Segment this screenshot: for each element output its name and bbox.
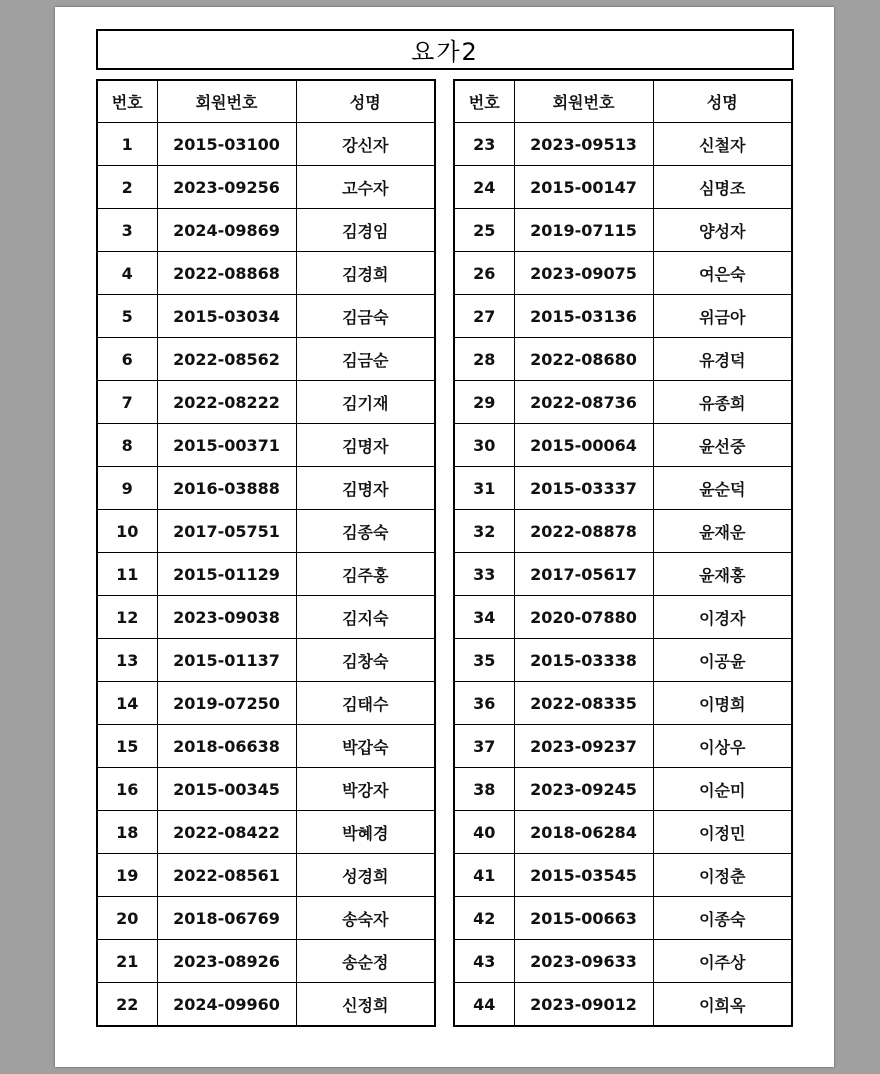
cell-member-id: 2015-00064 xyxy=(514,424,653,467)
cell-member-id: 2022-08736 xyxy=(514,381,653,424)
table-row xyxy=(97,381,435,424)
cell-name: 김지숙 xyxy=(296,596,435,639)
table-row xyxy=(97,768,435,811)
cell-name: 이주상 xyxy=(653,940,792,983)
cell-name: 김경희 xyxy=(296,252,435,295)
cell-member-id: 2023-09256 xyxy=(157,166,296,209)
cell-name: 양성자 xyxy=(653,209,792,252)
cell-name: 박강자 xyxy=(296,768,435,811)
cell-name: 이순미 xyxy=(653,768,792,811)
cell-no: 36 xyxy=(454,682,514,725)
cell-no: 24 xyxy=(454,166,514,209)
cell-member-id: 2015-03545 xyxy=(514,854,653,897)
cell-member-id: 2023-08926 xyxy=(157,940,296,983)
cell-no: 41 xyxy=(454,854,514,897)
table-row xyxy=(97,596,435,639)
table-row xyxy=(454,553,792,596)
cell-member-id: 2023-09513 xyxy=(514,123,653,166)
cell-no: 19 xyxy=(97,854,157,897)
table-row xyxy=(454,338,792,381)
table-row xyxy=(454,209,792,252)
cell-no: 1 xyxy=(97,123,157,166)
table-row xyxy=(454,768,792,811)
table-row xyxy=(97,639,435,682)
cell-no: 38 xyxy=(454,768,514,811)
cell-member-id: 2022-08680 xyxy=(514,338,653,381)
cell-no: 10 xyxy=(97,510,157,553)
cell-name: 위금아 xyxy=(653,295,792,338)
cell-no: 8 xyxy=(97,424,157,467)
cell-no: 30 xyxy=(454,424,514,467)
cell-name: 박혜경 xyxy=(296,811,435,854)
cell-name: 이희옥 xyxy=(653,983,792,1027)
cell-name: 신정희 xyxy=(296,983,435,1027)
cell-member-id: 2019-07115 xyxy=(514,209,653,252)
cell-member-id: 2022-08561 xyxy=(157,854,296,897)
cell-no: 13 xyxy=(97,639,157,682)
cell-member-id: 2022-08335 xyxy=(514,682,653,725)
cell-member-id: 2022-08878 xyxy=(514,510,653,553)
cell-member-id: 2018-06638 xyxy=(157,725,296,768)
header-name: 성명 xyxy=(296,80,435,123)
cell-no: 40 xyxy=(454,811,514,854)
cell-member-id: 2020-07880 xyxy=(514,596,653,639)
cell-name: 이종숙 xyxy=(653,897,792,940)
table-row xyxy=(97,682,435,725)
table-row xyxy=(454,381,792,424)
cell-no: 35 xyxy=(454,639,514,682)
cell-no: 37 xyxy=(454,725,514,768)
table-row xyxy=(454,424,792,467)
table-row xyxy=(97,209,435,252)
cell-no: 20 xyxy=(97,897,157,940)
cell-member-id: 2015-00663 xyxy=(514,897,653,940)
cell-name: 윤선중 xyxy=(653,424,792,467)
cell-no: 3 xyxy=(97,209,157,252)
cell-name: 성경희 xyxy=(296,854,435,897)
cell-no: 44 xyxy=(454,983,514,1027)
cell-name: 김경임 xyxy=(296,209,435,252)
cell-name: 윤재홍 xyxy=(653,553,792,596)
header-no: 번호 xyxy=(97,80,157,123)
table-row xyxy=(454,854,792,897)
cell-no: 22 xyxy=(97,983,157,1027)
table-row xyxy=(97,940,435,983)
cell-no: 31 xyxy=(454,467,514,510)
cell-name: 김명자 xyxy=(296,467,435,510)
cell-member-id: 2015-03100 xyxy=(157,123,296,166)
table-row xyxy=(454,166,792,209)
table-row xyxy=(97,166,435,209)
cell-no: 15 xyxy=(97,725,157,768)
cell-name: 이상우 xyxy=(653,725,792,768)
cell-member-id: 2015-03136 xyxy=(514,295,653,338)
cell-name: 이명희 xyxy=(653,682,792,725)
cell-member-id: 2023-09075 xyxy=(514,252,653,295)
cell-member-id: 2015-00345 xyxy=(157,768,296,811)
cell-member-id: 2022-08562 xyxy=(157,338,296,381)
cell-name: 고수자 xyxy=(296,166,435,209)
cell-no: 28 xyxy=(454,338,514,381)
cell-no: 4 xyxy=(97,252,157,295)
cell-no: 27 xyxy=(454,295,514,338)
table-row xyxy=(454,123,792,166)
table-row xyxy=(454,295,792,338)
cell-name: 유종희 xyxy=(653,381,792,424)
cell-name: 심명조 xyxy=(653,166,792,209)
cell-member-id: 2017-05617 xyxy=(514,553,653,596)
cell-member-id: 2019-07250 xyxy=(157,682,296,725)
table-row xyxy=(97,553,435,596)
table-row xyxy=(454,510,792,553)
table-row xyxy=(97,338,435,381)
cell-member-id: 2015-03034 xyxy=(157,295,296,338)
header-name: 성명 xyxy=(653,80,792,123)
cell-no: 33 xyxy=(454,553,514,596)
table-row xyxy=(97,424,435,467)
document-page xyxy=(55,7,834,1067)
table-row xyxy=(454,725,792,768)
cell-member-id: 2015-01129 xyxy=(157,553,296,596)
table-row xyxy=(97,725,435,768)
member-table-right xyxy=(453,79,793,1027)
cell-name: 김기재 xyxy=(296,381,435,424)
cell-member-id: 2022-08422 xyxy=(157,811,296,854)
table-row xyxy=(97,983,435,1027)
header-member-id: 회원번호 xyxy=(514,80,653,123)
cell-name: 김종숙 xyxy=(296,510,435,553)
cell-member-id: 2018-06769 xyxy=(157,897,296,940)
cell-no: 32 xyxy=(454,510,514,553)
cell-no: 26 xyxy=(454,252,514,295)
table-row xyxy=(454,897,792,940)
table-row xyxy=(97,854,435,897)
cell-member-id: 2016-03888 xyxy=(157,467,296,510)
table-row xyxy=(454,682,792,725)
cell-name: 김주홍 xyxy=(296,553,435,596)
cell-name: 신철자 xyxy=(653,123,792,166)
table-header-row xyxy=(97,80,435,123)
cell-member-id: 2022-08868 xyxy=(157,252,296,295)
cell-name: 김금숙 xyxy=(296,295,435,338)
cell-name: 이정민 xyxy=(653,811,792,854)
table-row xyxy=(97,295,435,338)
table-row xyxy=(454,596,792,639)
cell-name: 윤순덕 xyxy=(653,467,792,510)
table-row xyxy=(454,940,792,983)
table-row xyxy=(454,983,792,1027)
cell-name: 이공윤 xyxy=(653,639,792,682)
table-row xyxy=(97,123,435,166)
table-header-row xyxy=(454,80,792,123)
cell-no: 43 xyxy=(454,940,514,983)
cell-member-id: 2022-08222 xyxy=(157,381,296,424)
cell-member-id: 2018-06284 xyxy=(514,811,653,854)
cell-name: 윤재운 xyxy=(653,510,792,553)
cell-name: 강신자 xyxy=(296,123,435,166)
cell-no: 16 xyxy=(97,768,157,811)
cell-name: 김금순 xyxy=(296,338,435,381)
cell-no: 11 xyxy=(97,553,157,596)
table-row xyxy=(97,811,435,854)
cell-member-id: 2017-05751 xyxy=(157,510,296,553)
cell-name: 김창숙 xyxy=(296,639,435,682)
cell-member-id: 2024-09869 xyxy=(157,209,296,252)
cell-name: 유경덕 xyxy=(653,338,792,381)
cell-member-id: 2015-03338 xyxy=(514,639,653,682)
cell-no: 7 xyxy=(97,381,157,424)
cell-no: 6 xyxy=(97,338,157,381)
cell-name: 박갑숙 xyxy=(296,725,435,768)
cell-member-id: 2015-03337 xyxy=(514,467,653,510)
cell-no: 29 xyxy=(454,381,514,424)
cell-name: 이정춘 xyxy=(653,854,792,897)
cell-no: 5 xyxy=(97,295,157,338)
table-row xyxy=(97,252,435,295)
cell-no: 25 xyxy=(454,209,514,252)
cell-member-id: 2024-09960 xyxy=(157,983,296,1027)
cell-name: 이경자 xyxy=(653,596,792,639)
cell-name: 송숙자 xyxy=(296,897,435,940)
cell-name: 송순정 xyxy=(296,940,435,983)
cell-member-id: 2023-09012 xyxy=(514,983,653,1027)
cell-no: 34 xyxy=(454,596,514,639)
cell-name: 김명자 xyxy=(296,424,435,467)
cell-member-id: 2015-00147 xyxy=(514,166,653,209)
table-row xyxy=(97,897,435,940)
cell-no: 42 xyxy=(454,897,514,940)
header-member-id: 회원번호 xyxy=(157,80,296,123)
cell-member-id: 2015-01137 xyxy=(157,639,296,682)
cell-no: 9 xyxy=(97,467,157,510)
cell-name: 여은숙 xyxy=(653,252,792,295)
cell-member-id: 2023-09237 xyxy=(514,725,653,768)
cell-no: 14 xyxy=(97,682,157,725)
page-title: 요가2 xyxy=(96,29,794,70)
table-row xyxy=(454,467,792,510)
cell-name: 김태수 xyxy=(296,682,435,725)
cell-no: 21 xyxy=(97,940,157,983)
table-row xyxy=(454,252,792,295)
header-no: 번호 xyxy=(454,80,514,123)
table-row xyxy=(454,639,792,682)
cell-member-id: 2015-00371 xyxy=(157,424,296,467)
member-table-left xyxy=(96,79,436,1027)
cell-member-id: 2023-09245 xyxy=(514,768,653,811)
cell-no: 18 xyxy=(97,811,157,854)
cell-no: 23 xyxy=(454,123,514,166)
table-row xyxy=(97,467,435,510)
table-row xyxy=(97,510,435,553)
cell-no: 2 xyxy=(97,166,157,209)
cell-no: 12 xyxy=(97,596,157,639)
cell-member-id: 2023-09633 xyxy=(514,940,653,983)
cell-member-id: 2023-09038 xyxy=(157,596,296,639)
table-row xyxy=(454,811,792,854)
